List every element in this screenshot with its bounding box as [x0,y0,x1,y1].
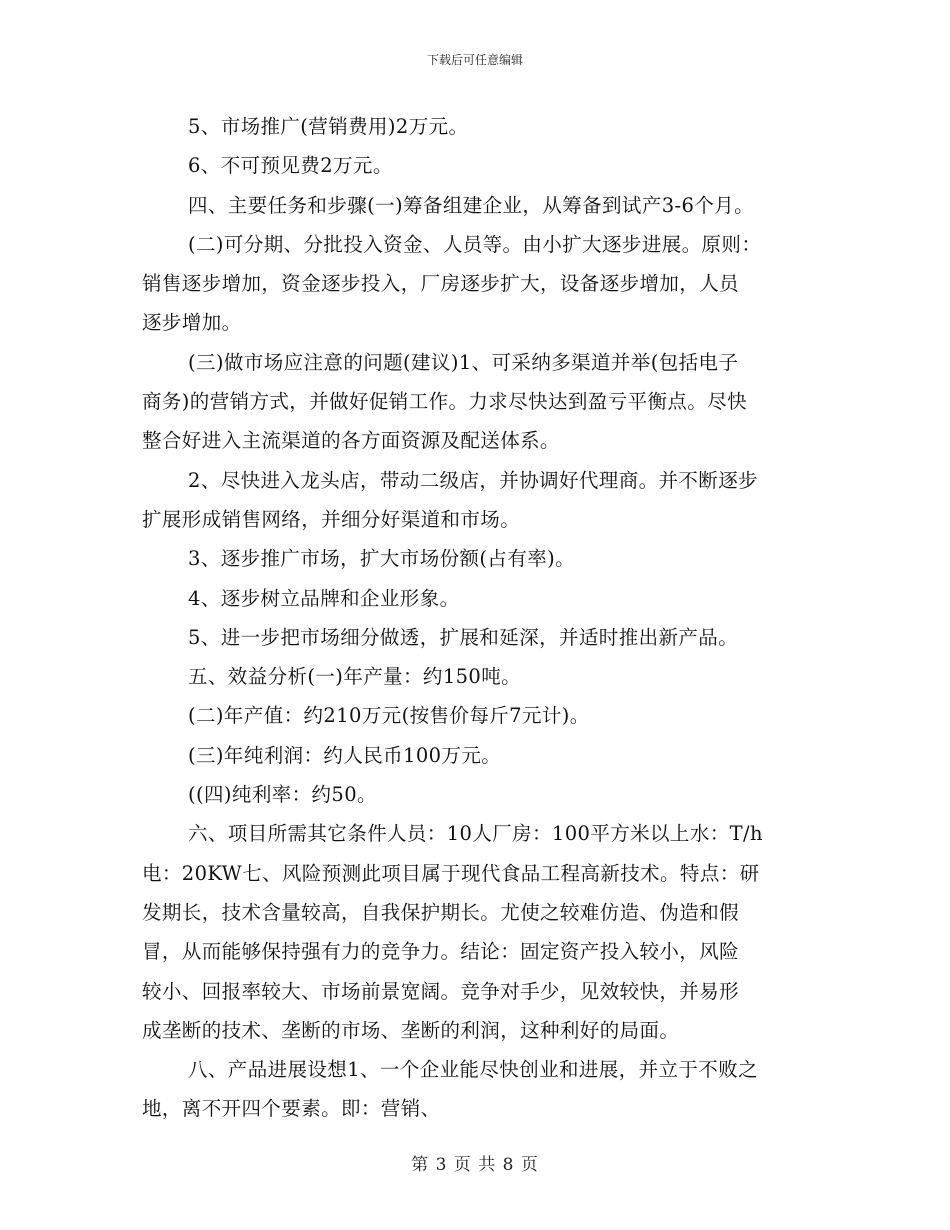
text-line: (二)可分期、分批投入资金、人员等。由小扩大逐步进展。原则： [188,232,762,256]
document-body [142,107,814,1129]
text-line: 商务)的营销方式，并做好促销工作。力求尽快达到盈亏平衡点。尽快 [142,390,748,414]
text-line: 扩展形成销售网络，并细分好渠道和市场。 [142,507,521,531]
text-line: 六、项目所需其它条件人员：10人厂房：100平方米以上水：T/h [188,822,763,846]
text-line: ((四)纯利率：约50。 [188,783,377,807]
page-footer: 第 3 页 共 8 页 [411,1155,539,1175]
text-line: 5、市场推广(营销费用)2万元。 [188,115,469,138]
text-line: 2、尽快进入龙头店，带动二级店，并协调好代理商。并不断逐步 [188,468,759,492]
text-line: 冒，从而能够保持强有力的竞争力。结论：固定资产投入较小，风险 [142,940,740,964]
text-line: 电：20KW七、风险预测此项目属于现代食品工程高新技术。特点：研 [142,861,760,885]
text-line: 整合好进入主流渠道的各方面资源及配送体系。 [142,429,560,453]
text-line: 成垄断的技术、垄断的市场、垄断的利润，这种利好的局面。 [142,1018,680,1042]
text-line: (三)年纯利润：约人民币100万元。 [188,743,502,767]
page-header: 下载后可任意编辑 [426,53,523,67]
text-line: 发期长，技术含量较高，自我保护期长。尤使之较难仿造、伪造和假 [142,900,740,924]
text-line: 地，离不开四个要素。即：营销、 [142,1097,441,1121]
text-line: 3、逐步推广市场，扩大市场份额(占有率)。 [188,547,576,571]
text-line: (三)做市场应注意的问题(建议)1、可采纳多渠道并举(包括电子 [188,350,739,374]
text-line: 6、不可预见费2万元。 [188,154,393,178]
text-line: 八、产品进展设想1、一个企业能尽快创业和进展，并立于不败之 [188,1058,759,1082]
text-line: 4、逐步树立品牌和企业形象。 [188,586,460,610]
text-line: 逐步增加。 [142,311,242,335]
text-line: 较小、回报率较大、市场前景宽阔。竞争对手少，见效较快，并易形 [142,979,740,1003]
text-line: 四、主要任务和步骤(一)筹备组建企业，从筹备到试产3-6个月。 [188,193,755,217]
text-line: 销售逐步增加，资金逐步投入，厂房逐步扩大，设备逐步增加，人员 [142,272,740,296]
text-line: 五、效益分析(一)年产量：约150吨。 [188,665,522,689]
text-line: (二)年产值：约210万元(按售价每斤7元计)。 [188,704,590,728]
text-line: 5、进一步把市场细分做透，扩展和延深，并适时推出新产品。 [188,625,739,649]
